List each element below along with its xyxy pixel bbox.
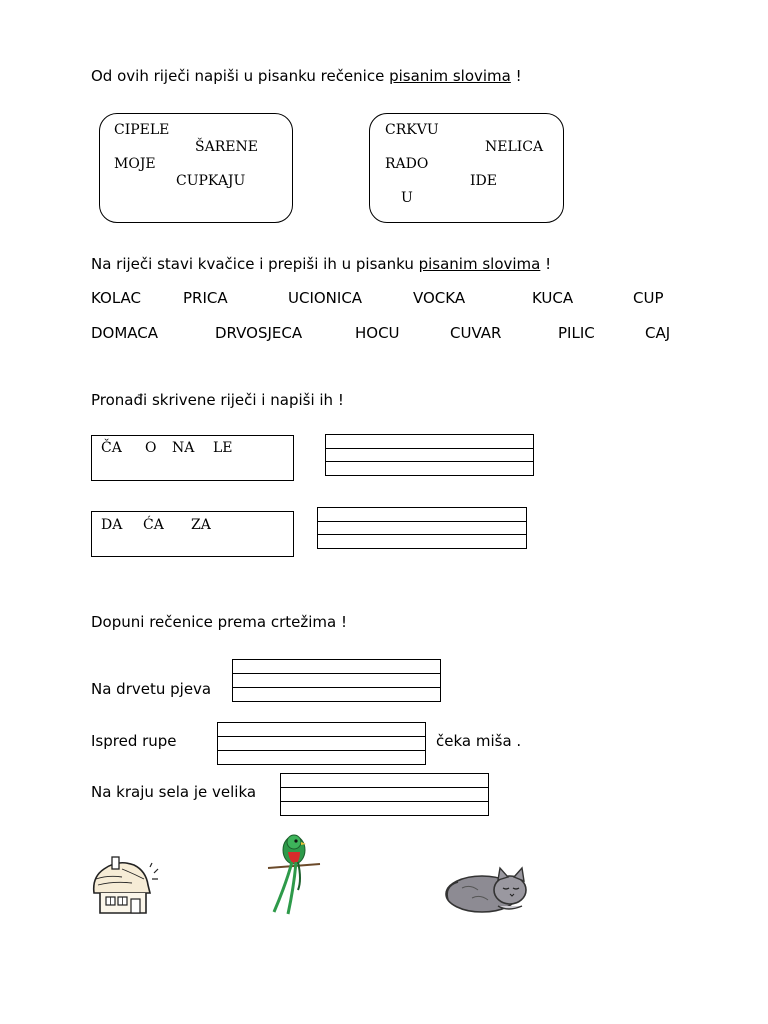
task3-heading: Pronađi skrivene riječi i napiši ih ! bbox=[91, 391, 344, 409]
writing-line[interactable] bbox=[326, 449, 533, 463]
writing-lines-3[interactable] bbox=[232, 659, 441, 702]
word-row2-item: CAJ bbox=[645, 324, 671, 342]
writing-line[interactable] bbox=[318, 522, 526, 536]
task1-heading-prefix: Od ovih riječi napiši u pisanku rečenice bbox=[91, 67, 390, 85]
task2-heading-prefix: Na riječi stavi kvačice i prepiši ih u pisanku bbox=[91, 255, 419, 273]
writing-line[interactable] bbox=[318, 508, 526, 522]
writing-line[interactable] bbox=[326, 462, 533, 475]
word-box-1-word: CUPKAJU bbox=[176, 173, 246, 189]
word-box-2-word: NELICA bbox=[485, 139, 544, 155]
task2-heading bbox=[91, 255, 551, 273]
task2-heading-suffix: ! bbox=[540, 255, 552, 273]
sentence-3: Na kraju sela je velika bbox=[91, 783, 257, 801]
cat-icon bbox=[442, 860, 530, 916]
syllable: DA bbox=[101, 517, 123, 533]
word-row2-item: PILIC bbox=[558, 324, 595, 342]
word-row2-item: HOCU bbox=[355, 324, 400, 342]
word-row1-item: KOLAC bbox=[91, 289, 141, 307]
house-icon bbox=[88, 855, 162, 917]
task1-heading-underlined: pisanim slovima bbox=[389, 67, 511, 85]
writing-line[interactable] bbox=[326, 435, 533, 449]
word-box-1-word: MOJE bbox=[114, 156, 156, 172]
syllable: ĆA bbox=[143, 517, 164, 533]
word-box-2-word: IDE bbox=[470, 173, 497, 189]
sentence-1: Na drvetu pjeva bbox=[91, 680, 212, 698]
word-row1-item: UCIONICA bbox=[288, 289, 363, 307]
writing-line[interactable] bbox=[281, 774, 488, 788]
writing-lines-1[interactable] bbox=[325, 434, 534, 476]
task1-heading-suffix: ! bbox=[510, 67, 522, 85]
word-box-1-word: CIPELE bbox=[114, 122, 170, 138]
word-row1-item: VOCKA bbox=[413, 289, 466, 307]
word-box-1-word: ŠARENE bbox=[195, 139, 258, 155]
syllable: ČA bbox=[101, 440, 122, 456]
writing-line[interactable] bbox=[281, 788, 488, 802]
writing-line[interactable] bbox=[218, 751, 425, 764]
word-row1-item: CUP bbox=[633, 289, 664, 307]
syllable: LE bbox=[213, 440, 233, 456]
syllable: O bbox=[145, 440, 157, 456]
bird-icon bbox=[264, 830, 324, 918]
writing-lines-4[interactable] bbox=[217, 722, 426, 765]
word-row2-item: DOMACA bbox=[91, 324, 159, 342]
word-row2-item: DRVOSJECA bbox=[215, 324, 303, 342]
task2-heading-underlined: pisanim slovima bbox=[418, 255, 541, 273]
word-row2-item: CUVAR bbox=[450, 324, 502, 342]
writing-lines-5[interactable] bbox=[280, 773, 489, 816]
writing-line[interactable] bbox=[233, 660, 440, 674]
sentence-2-before: Ispred rupe bbox=[91, 732, 177, 750]
syllable: NA bbox=[172, 440, 195, 456]
word-box-2-word: CRKVU bbox=[385, 122, 439, 138]
writing-line[interactable] bbox=[318, 535, 526, 548]
writing-line[interactable] bbox=[218, 723, 425, 737]
writing-line[interactable] bbox=[281, 802, 488, 815]
syllable: ZA bbox=[191, 517, 211, 533]
writing-lines-2[interactable] bbox=[317, 507, 527, 549]
word-box-2-word: RADO bbox=[385, 156, 429, 172]
task4-heading: Dopuni rečenice prema crtežima ! bbox=[91, 613, 347, 631]
word-row1-item: KUCA bbox=[532, 289, 574, 307]
word-row1-item: PRICA bbox=[183, 289, 228, 307]
task1-heading bbox=[91, 67, 522, 85]
sentence-2-after: čeka miša . bbox=[436, 732, 522, 750]
word-box-2-word: U bbox=[401, 190, 413, 206]
writing-line[interactable] bbox=[233, 688, 440, 701]
writing-line[interactable] bbox=[218, 737, 425, 751]
writing-line[interactable] bbox=[233, 674, 440, 688]
